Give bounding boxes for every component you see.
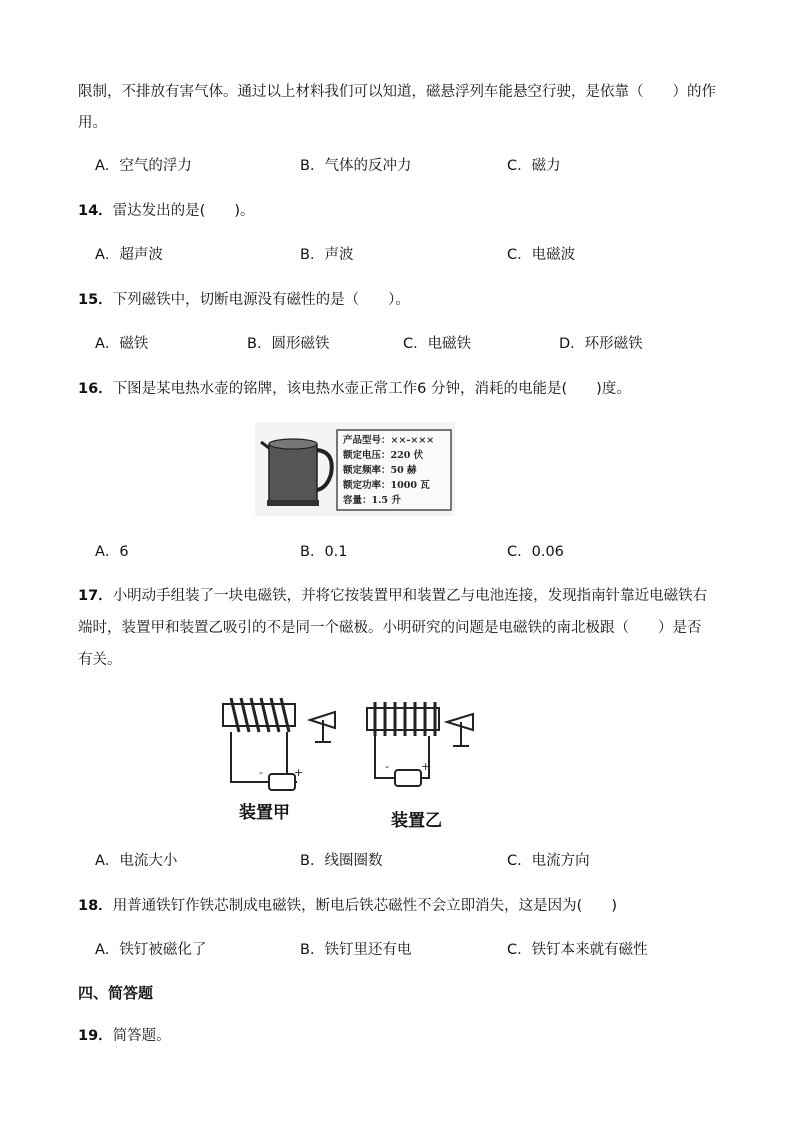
q17-option-b[interactable]: B．线圈圈数 xyxy=(300,853,383,869)
q17-question-line2: 端时，装置甲和装置乙吸引的不是同一个磁极。小明研究的问题是电磁铁的南北极跟（ ）是否 xyxy=(78,620,702,636)
q15-question xyxy=(78,290,410,310)
nameplate-line: 额定频率：50 赫 xyxy=(343,465,417,476)
q19-question xyxy=(78,1026,171,1046)
q17-text: 小明动手组装了一块电磁铁，并将它按装置甲和装置乙与电池连接，发现指南针靠近电磁铁右 xyxy=(112,588,708,604)
nameplate-line: 容量：1.5 升 xyxy=(343,495,401,506)
q15-option-c[interactable]: C．电磁铁 xyxy=(403,336,472,352)
q18-text: 用普通铁钉作铁芯制成电磁铁，断电后铁芯磁性不会立即消失，这是因为( ) xyxy=(112,898,617,914)
q18-question xyxy=(78,896,617,916)
q13-text-line2: 用。 xyxy=(78,115,107,131)
q16-option-a[interactable]: A．6 xyxy=(95,544,129,560)
q13-option-b[interactable]: B．气体的反冲力 xyxy=(300,158,412,174)
section-title: 四、简答题 xyxy=(78,984,154,1002)
q17-question-line1 xyxy=(78,586,707,606)
q13-option-c[interactable]: C．磁力 xyxy=(507,158,561,174)
nameplate-line: 额定电压：220 伏 xyxy=(343,450,424,461)
q14-option-b[interactable]: B．声波 xyxy=(300,247,354,263)
q17-number: 17． xyxy=(78,588,113,604)
svg-text:-: - xyxy=(259,766,263,779)
kettle-nameplate-figure xyxy=(255,422,455,516)
q14-number: 14． xyxy=(78,203,113,219)
q14-option-a[interactable]: A．超声波 xyxy=(95,247,163,263)
nameplate-line: 额定功率：1000 瓦 xyxy=(343,480,430,491)
q17-question-line3: 有关。 xyxy=(78,652,122,668)
q18-option-c[interactable]: C．铁钉本来就有磁性 xyxy=(507,942,648,958)
q18-option-b[interactable]: B．铁钉里还有电 xyxy=(300,942,412,958)
q13-option-a[interactable]: A．空气的浮力 xyxy=(95,158,192,174)
q15-option-d[interactable]: D．环形磁铁 xyxy=(559,336,643,352)
q17-option-a[interactable]: A．电流大小 xyxy=(95,853,178,869)
q15-option-b[interactable]: B．圆形磁铁 xyxy=(247,336,330,352)
q15-number: 15． xyxy=(78,292,113,308)
q14-question xyxy=(78,201,255,221)
nameplate-text xyxy=(343,433,434,508)
nameplate-line: 产品型号：××-××× xyxy=(343,435,435,446)
q16-text: 下图是某电热水壶的铭牌，该电热水壶正常工作6 分钟，消耗的电能是( )度。 xyxy=(112,381,631,397)
q16-option-c[interactable]: C．0.06 xyxy=(507,544,564,560)
electromagnet-devices-figure xyxy=(215,690,495,830)
q13-text-line1: 限制，不排放有害气体。通过以上材料我们可以知道，磁悬浮列车能悬空行驶，是依靠（ ）的作 xyxy=(78,84,716,100)
q19-text: 简答题。 xyxy=(112,1028,171,1044)
svg-text:+: + xyxy=(294,766,304,779)
q16-option-b[interactable]: B．0.1 xyxy=(300,544,348,560)
q17-option-c[interactable]: C．电流方向 xyxy=(507,853,590,869)
q19-number: 19． xyxy=(78,1028,113,1044)
q14-text: 雷达发出的是( )。 xyxy=(112,203,255,219)
q14-option-c[interactable]: C．电磁波 xyxy=(507,247,576,263)
svg-text:-: - xyxy=(385,760,389,773)
q16-question xyxy=(78,379,631,399)
device-b-label: 装置乙 xyxy=(391,811,442,831)
device-a-label: 装置甲 xyxy=(239,803,290,823)
q18-number: 18． xyxy=(78,898,113,914)
q16-number: 16． xyxy=(78,381,113,397)
svg-text:+: + xyxy=(421,760,431,773)
q15-text: 下列磁铁中，切断电源没有磁性的是（ ）。 xyxy=(112,292,410,308)
q18-option-a[interactable]: A．铁钉被磁化了 xyxy=(95,942,207,958)
q15-option-a[interactable]: A．磁铁 xyxy=(95,336,149,352)
